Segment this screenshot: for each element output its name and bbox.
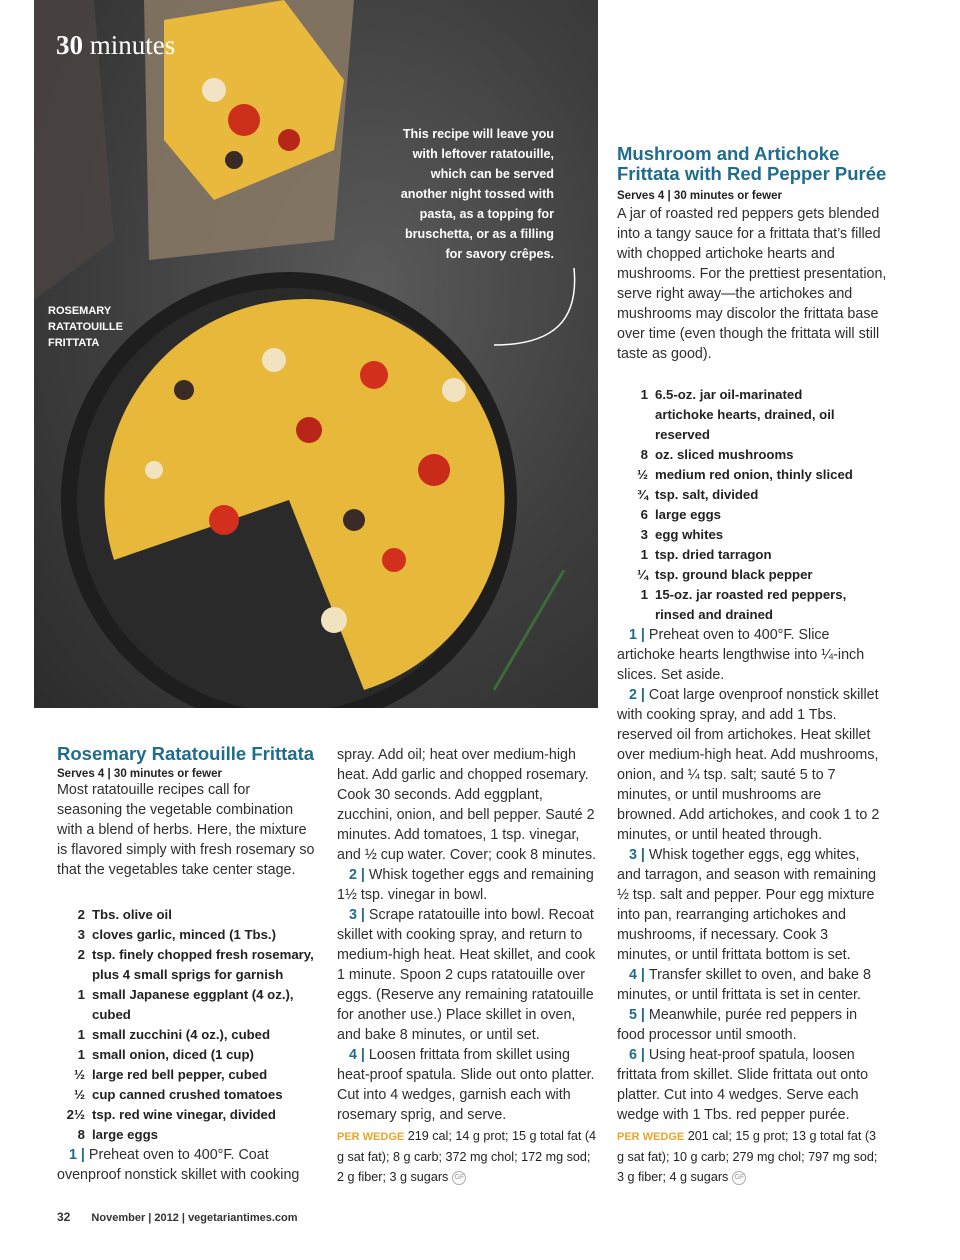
recipe2-title: Mushroom and Artichoke Frittata with Red Pepper Purée: [617, 143, 887, 184]
ingredient-item: [620, 385, 860, 445]
ingredient-text: large eggs: [655, 507, 721, 522]
hero-photo: [34, 0, 598, 708]
method-step: 6 | Using heat-proof spatula, loosen frittata from skillet. Slide frittata out onto platter. Cut into 4 wedges. Serve each wedge with 1 Tbs. red pepper purée.: [617, 1047, 869, 1123]
ingredient-text: tsp. finely chopped fresh rosemary, plus 4 small sprigs for garnish: [92, 947, 314, 982]
recipe2-nutrition: PER WEDGE 201 cal; 15 g prot; 13 g total fat (3 g sat fat); 10 g carb; 279 mg chol; 797 mg sod; 3 g fiber; 4 g sugars GF: [617, 1129, 878, 1184]
ingredient-text: 15-oz. jar roasted red peppers, rinsed and drained: [655, 587, 847, 622]
step-number: 1: [629, 627, 637, 643]
ingredient-quantity: ½: [74, 1087, 85, 1102]
callout-text: This recipe will leave you with leftover ratatouille, which can be served another night tossed with pasta, as a topping for bruschetta, or as a filling for savory crêpes.: [400, 127, 554, 261]
frittata-illustration: [34, 0, 598, 708]
ingredient-quantity: 1: [640, 587, 648, 602]
recipe2-intro: A jar of roasted red peppers gets blended into a tangy sauce for a frittata that’s filled with chopped artichoke hearts and mushrooms. For the prettiest presentation, serve right away—the artichokes and mushrooms may discolor the frittata base over time (even though the frittata will still taste as good).: [617, 206, 887, 362]
step-text: Transfer skillet to oven, and bake 8 minutes, or until frittata is set in center.: [617, 967, 871, 1003]
step-number: 6: [629, 1047, 637, 1063]
ingredient-item: [57, 1065, 319, 1085]
ingredient-text: small onion, diced (1 cup): [92, 1047, 254, 1062]
ingredient-quantity: 2: [77, 907, 85, 922]
recipe1-step1: 1 | Preheat oven to 400°F. Coat ovenproof nonstick skillet with cooking: [57, 1147, 300, 1183]
ingredient-item: [57, 925, 319, 945]
step-text: Preheat oven to 400°F. Slice artichoke hearts lengthwise into ¼-inch slices. Set aside.: [617, 627, 865, 683]
ingredient-text: cup canned crushed tomatoes: [92, 1087, 283, 1102]
recipe1-nutrition: PER WEDGE 219 cal; 14 g prot; 15 g total fat (4 g sat fat); 8 g carb; 372 mg chol; 172 mg sod; 2 g fiber; 3 g sugars GF: [337, 1129, 597, 1184]
step-number: 2: [349, 867, 357, 883]
ingredient-quantity: 6: [640, 507, 648, 522]
ingredient-text: small Japanese eggplant (4 oz.), cubed: [92, 987, 294, 1022]
method-step: 2 | Whisk together eggs and remaining 1½ tsp. vinegar in bowl.: [337, 867, 594, 903]
recipe1-steps: [337, 745, 600, 1125]
ingredient-item: [57, 1025, 319, 1045]
step-number: 3: [349, 907, 357, 923]
ingredient-quantity: 1: [640, 547, 648, 562]
recipe2-ingredients: [620, 385, 860, 625]
recipe2-header: [617, 144, 887, 364]
gluten-free-icon: GF: [732, 1171, 746, 1185]
recipe1-header: [57, 744, 319, 880]
ingredient-quantity: 1: [77, 987, 85, 1002]
ingredient-text: cloves garlic, minced (1 Tbs.): [92, 927, 276, 942]
ingredient-quantity: ½: [637, 467, 648, 482]
ingredient-text: Tbs. olive oil: [92, 907, 172, 922]
method-step: 2 | Coat large ovenproof nonstick skillet with cooking spray, and add 1 Tbs. reserved oil from artichokes. Heat skillet over medium-high heat. Add mushrooms, onion, and ¼ tsp. salt; sauté 5 to 7 minutes, or until mushrooms are browned. Add artichokes, and cook 1 to 2 minutes, or until heated through.: [617, 687, 880, 843]
ingredient-quantity: 8: [77, 1127, 85, 1142]
duration-label: 30 minutes: [56, 30, 176, 60]
ingredient-item: [620, 465, 860, 485]
ingredient-quantity: 2: [77, 947, 85, 962]
ingredient-item: [620, 485, 860, 505]
step-text: Coat large ovenproof nonstick skillet with cooking spray, and add 1 Tbs. reserved oil from artichokes. Heat skillet over medium-high heat. Add mushrooms, onion, and ¼ tsp. salt; sauté 5 to 7 minutes, or until mushrooms are browned. Add artichokes, and cook 1 to 2 minutes, or until heated through.: [617, 687, 880, 843]
ingredient-item: [620, 525, 860, 545]
ingredient-text: medium red onion, thinly sliced: [655, 467, 853, 482]
recipe1-ingredients: [57, 905, 319, 1145]
method-step: 1 | Preheat oven to 400°F. Slice artichoke hearts lengthwise into ¼-inch slices. Set aside.: [617, 627, 865, 683]
ingredient-text: large red bell pepper, cubed: [92, 1067, 268, 1082]
ingredient-text: tsp. ground black pepper: [655, 567, 813, 582]
step-text: Meanwhile, purée red peppers in food processor until smooth.: [617, 1007, 858, 1043]
ingredient-quantity: 3: [77, 927, 85, 942]
step-text: Using heat-proof spatula, loosen frittata from skillet. Slide frittata out onto platter. Cut into 4 wedges. Serve each wedge with 1 Tbs. red pepper purée.: [617, 1047, 869, 1123]
step-text: Whisk together eggs, egg whites, and tarragon, and season with remaining ½ tsp. salt and pepper. Pour egg mixture into pan, rearranging artichokes and mushrooms, if necessary. Cook 3 minutes, or until frittata bottom is set.: [617, 847, 877, 963]
step-number: 4: [349, 1047, 357, 1063]
ingredient-text: oz. sliced mushrooms: [655, 447, 794, 462]
ingredient-item: [57, 1085, 319, 1105]
recipe1-step1-cont: spray. Add oil; heat over medium-high heat. Add garlic and chopped rosemary. Cook 30 seconds. Add eggplant, zucchini, onion, and bell pepper. Sauté 2 minutes. Add tomatoes, 1 tsp. vinegar, and ½ cup water. Cover; cook 8 minutes.: [337, 747, 597, 863]
step-number: 4: [629, 967, 637, 983]
ingredient-item: [57, 945, 319, 985]
photo-caption: ROSEMARY RATATOUILLE FRITTATA: [48, 305, 123, 349]
ingredient-item: [57, 985, 319, 1025]
ingredient-item: [57, 1125, 319, 1145]
ingredient-item: [620, 445, 860, 465]
recipe1-serves: Serves 4 | 30 minutes or fewer: [57, 768, 222, 780]
page-number: 32: [57, 1210, 71, 1224]
method-step: 3 | Whisk together eggs, egg whites, and tarragon, and season with remaining ½ tsp. salt and pepper. Pour egg mixture into pan, rearranging artichokes and mushrooms, if necessary. Cook 3 minutes, or until frittata bottom is set.: [617, 847, 877, 963]
step-text: Scrape ratatouille into bowl. Recoat skillet with cooking spray, and return to medium-high heat. Heat skillet, and cook 1 minute. Spoon 2 cups ratatouille over eggs. (Reserve any remaining ratatouille for another use.) Place skillet in oven, and bake 8 minutes, or until set.: [337, 907, 596, 1043]
ingredient-item: [57, 1045, 319, 1065]
recipe2-steps: [617, 625, 881, 1125]
step-number: 3: [629, 847, 637, 863]
ingredient-item: [57, 905, 319, 925]
ingredient-quantity: ¾: [637, 487, 648, 502]
ingredient-quantity: 1: [77, 1047, 85, 1062]
ingredient-item: [57, 1105, 319, 1125]
step-text: Whisk together eggs and remaining 1½ tsp. vinegar in bowl.: [337, 867, 594, 903]
ingredient-item: [620, 585, 860, 625]
ingredient-text: tsp. dried tarragon: [655, 547, 772, 562]
recipe1-title: Rosemary Ratatouille Frittata: [57, 743, 315, 764]
ingredient-quantity: 3: [640, 527, 648, 542]
method-step: 3 | Scrape ratatouille into bowl. Recoat skillet with cooking spray, and return to medium-high heat. Heat skillet, and cook 1 minute. Spoon 2 cups ratatouille over eggs. (Reserve any remaining ratatouille for another use.) Place skillet in oven, and bake 8 minutes, or until set.: [337, 907, 596, 1043]
method-step: 4 | Transfer skillet to oven, and bake 8 minutes, or until frittata is set in center.: [617, 967, 871, 1003]
page-footer: [57, 1210, 298, 1224]
ingredient-quantity: 2½: [66, 1107, 85, 1122]
ingredient-text: tsp. salt, divided: [655, 487, 759, 502]
step-text: Loosen frittata from skillet using heat-proof spatula. Slide out onto platter. Cut into 4 wedges, garnish each with rosemary sprig, and serve.: [337, 1047, 595, 1123]
method-step: 4 | Loosen frittata from skillet using heat-proof spatula. Slide out onto platter. Cut into 4 wedges, garnish each with rosemary sprig, and serve.: [337, 1047, 595, 1123]
ingredient-quantity: ¼: [637, 567, 648, 582]
ingredient-text: 6.5-oz. jar oil-marinated artichoke hearts, drained, oil reserved: [655, 387, 835, 442]
recipe2-serves: Serves 4 | 30 minutes or fewer: [617, 190, 782, 202]
step-number: 2: [629, 687, 637, 703]
ingredient-text: egg whites: [655, 527, 724, 542]
ingredient-item: [620, 545, 860, 565]
ingredient-quantity: ½: [74, 1067, 85, 1082]
ingredient-text: tsp. red wine vinegar, divided: [92, 1107, 276, 1122]
ingredient-item: [620, 565, 860, 585]
step-number: 5: [629, 1007, 637, 1023]
issue-info: November | 2012 | vegetariantimes.com: [91, 1212, 298, 1224]
method-step: 5 | Meanwhile, purée red peppers in food processor until smooth.: [617, 1007, 858, 1043]
ingredient-text: small zucchini (4 oz.), cubed: [92, 1027, 271, 1042]
ingredient-quantity: 1: [640, 387, 648, 402]
recipe1-intro: Most ratatouille recipes call for seasoning the vegetable combination with a blend of herbs. Here, the mixture is flavored simply with fresh rosemary so that the vegetables take center stage.: [57, 782, 315, 878]
ingredient-item: [620, 505, 860, 525]
ingredient-text: large eggs: [92, 1127, 158, 1142]
ingredient-quantity: 1: [77, 1027, 85, 1042]
ingredient-quantity: 8: [640, 447, 648, 462]
gluten-free-icon: GF: [452, 1171, 466, 1185]
